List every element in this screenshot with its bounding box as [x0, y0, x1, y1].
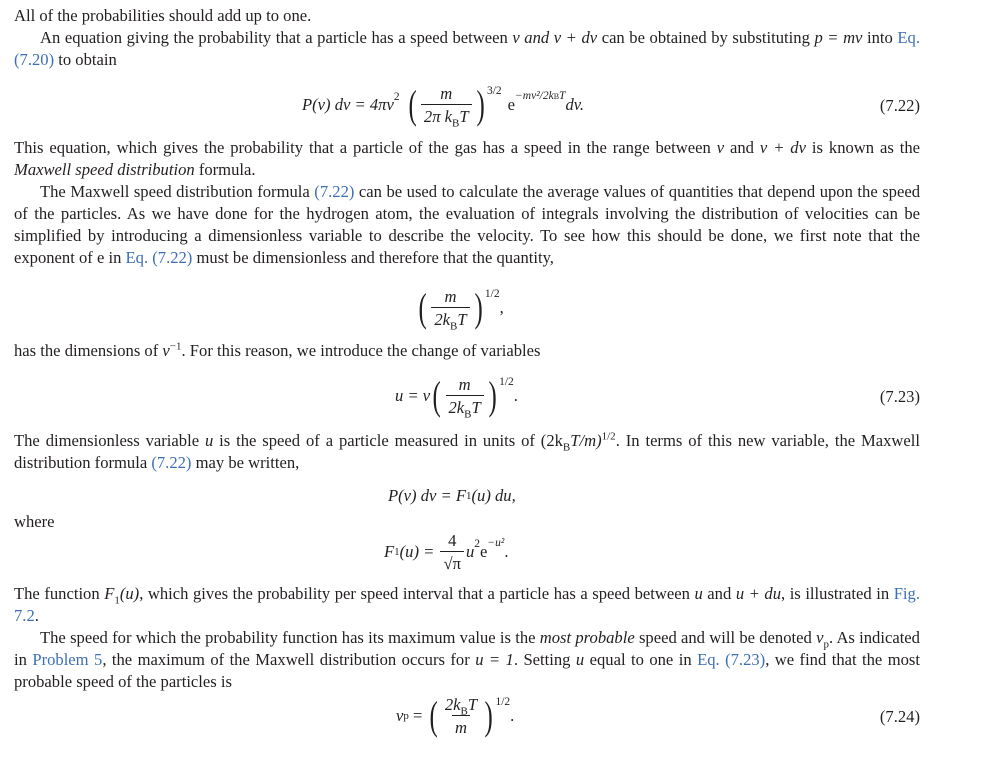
math-u: u [575, 650, 585, 669]
paragraph-maxwell-formula [14, 137, 920, 181]
numerator: $2k_BT$ [444, 695, 478, 718]
paragraph-function-f1 [14, 583, 920, 627]
term-most-probable: most probable [539, 628, 635, 647]
fraction [446, 375, 484, 421]
left-paren: ( [408, 82, 417, 127]
paragraph-dimensions [14, 340, 920, 362]
paragraph-dimensionless [14, 430, 920, 474]
text: must be dimensionless and therefore that the quantity, [192, 248, 554, 267]
text: , the maximum of the Maxwell distribution occurs for [102, 650, 476, 669]
eq-lhs: (u) = [399, 542, 439, 561]
fraction [442, 695, 480, 737]
eq-tail: , [499, 298, 504, 317]
equation-7-23 [0, 366, 1000, 426]
ref-fig-7-2[interactable]: Fig. 7.2 [14, 584, 920, 625]
right-paren: ) [474, 285, 483, 330]
ref-eq-7-22[interactable]: Eq. (7.22) [125, 248, 193, 267]
equation-body [395, 366, 518, 426]
eq-tail: . [504, 542, 509, 561]
ref-eq-7-23[interactable]: Eq. (7.23) [697, 650, 766, 669]
equation-body: P(v) dv = F 1 (u) du, [388, 486, 516, 505]
left-paren: ( [418, 285, 427, 330]
math-v-dv: v + dv [759, 138, 806, 157]
text: may be written, [191, 453, 300, 472]
exp-base: e [480, 542, 488, 561]
eq-text: (u) du, [471, 486, 516, 505]
eq-tail: . [510, 706, 515, 725]
numerator: m [444, 287, 457, 306]
fraction [421, 84, 472, 130]
math-v: v [162, 341, 170, 360]
text: The speed for which the probability function has its maximum value is the [40, 628, 540, 647]
paragraph-most-probable [14, 627, 920, 693]
denominator: 2π $k_BT$ [421, 104, 472, 126]
text: , we find that the most probable speed of the particles is [14, 650, 921, 691]
text: , which gives the probability per speed interval that a particle has a speed between [139, 584, 695, 603]
equation-body [302, 75, 584, 135]
numerator: m [458, 375, 471, 394]
ref-eq-7-20[interactable]: Eq. (7.20) [14, 28, 920, 69]
text: The Maxwell speed distribution formula [40, 182, 315, 201]
exp-base: e [507, 95, 516, 114]
eq-equals: = [408, 706, 427, 725]
ref-problem-5[interactable]: Problem 5 [32, 650, 103, 669]
text: is known as the [805, 138, 920, 157]
math-p-mv: p = mv [814, 28, 863, 47]
eq-lhs: v [396, 706, 404, 725]
right-paren: ) [476, 82, 485, 127]
math-vp: $v_p$ [816, 628, 829, 651]
paragraph-probabilities-sum [14, 5, 920, 27]
eq-sup: 2 [474, 538, 481, 550]
numerator: m [440, 84, 453, 103]
text: . As indicated in [14, 628, 920, 669]
right-paren: ) [484, 693, 493, 738]
eq-lhs: u = v [395, 386, 431, 405]
denominator: √π [440, 551, 464, 573]
denominator: $2k_BT$ [446, 395, 484, 417]
math-v: v [716, 138, 725, 157]
math-exp: −1 [169, 340, 182, 353]
equation-quantity [0, 278, 1000, 338]
paragraph-average-values [14, 181, 920, 269]
math-v-range: v and v + dv [512, 28, 598, 47]
text: speed and will be denoted [634, 628, 817, 647]
text: . [34, 606, 39, 625]
text: to obtain [54, 50, 117, 69]
exponent: 1/2 [495, 696, 511, 708]
exponent: 1/2 [484, 288, 500, 300]
text: where [14, 512, 55, 531]
text: . In terms of this new variable, the Maxwell distribution formula [14, 431, 920, 472]
exponent: 1/2 [499, 376, 514, 388]
text: into [862, 28, 898, 47]
text: All of the probabilities should add up to one. [14, 6, 312, 25]
numerator: 4 [448, 531, 457, 550]
text: and [702, 584, 736, 603]
equation-pv-f1 [0, 476, 1000, 516]
eq-tail: . [513, 386, 518, 405]
equation-f1-definition [0, 522, 1000, 582]
math-u: u [204, 431, 214, 450]
text: has the dimensions of [14, 341, 163, 360]
eq-lhs: P(v) dv = 4πv [302, 95, 394, 114]
exp-power: −u² [487, 537, 505, 549]
equation-number: (7.23) [879, 387, 920, 406]
text: can be used to calculate the average values of quantities that depend upon the speed of the particles. As we have done for the hydrogen atom, the evaluation of integrals involving the distribution of velocities can be simplified by introducing a dimensionless variable to describe the velocity. To see how this should be done, we first note that the exponent of e in [14, 182, 921, 267]
denominator: m [452, 715, 470, 737]
term-maxwell: Maxwell speed distribution [14, 160, 195, 179]
exponent: 3/2 [486, 85, 502, 97]
text: . For this reason, we introduce the change of variables [181, 341, 541, 360]
eq-text: P(v) dv = F [388, 486, 466, 505]
left-paren: ( [432, 373, 441, 418]
fraction [440, 531, 464, 573]
exp-power: −mv²/2kBT [515, 89, 566, 102]
math-F1u: $F_1(u)$ [104, 584, 140, 607]
math-units: $(2k_BT/m)^{1/2}$ [540, 430, 616, 454]
equation-7-24 [0, 686, 1000, 746]
text: An equation giving the probability that a particle has a speed between [40, 28, 513, 47]
eq-lhs: F [384, 542, 395, 561]
text: formula. [194, 160, 256, 179]
eq-rhs: u [465, 542, 475, 561]
left-paren: ( [429, 693, 438, 738]
equation-body: v p = ( $\frac{2k_BT}{m}$ ) 1/2 . [396, 693, 515, 738]
math-u-du: u + du [735, 584, 781, 603]
text: . Setting [513, 650, 576, 669]
text: , is illustrated in [781, 584, 894, 603]
text: The function [14, 584, 105, 603]
right-paren: ) [488, 373, 497, 418]
ref-eq-7-22[interactable]: (7.22) [314, 182, 355, 201]
math-u-eq-1: u = 1 [475, 650, 514, 669]
eq-tail: dv. [565, 95, 585, 114]
text: equal to one in [584, 650, 698, 669]
ref-eq-7-22[interactable]: (7.22) [151, 453, 192, 472]
equation-body: F 1 (u) = $\frac{4}{√\pi}$ u 2 e −u² . [384, 531, 509, 573]
equation-number: (7.22) [879, 96, 920, 115]
math-u: u [694, 584, 703, 603]
text: This equation, which gives the probability that a particle of the gas has a speed in the range between [14, 138, 717, 157]
text: can be obtained by substituting [597, 28, 815, 47]
equation-body [416, 278, 504, 338]
text: The dimensionless variable [14, 431, 205, 450]
equation-number: (7.24) [879, 707, 920, 726]
denominator: $2k_BT$ [431, 307, 469, 329]
paragraph-speed-probability [14, 27, 920, 71]
text: is the speed of a particle measured in units of [213, 431, 541, 450]
equation-7-22 [0, 75, 1000, 135]
text: and [724, 138, 760, 157]
eq-lhs-sup: 2 [393, 91, 400, 103]
fraction [431, 287, 469, 333]
